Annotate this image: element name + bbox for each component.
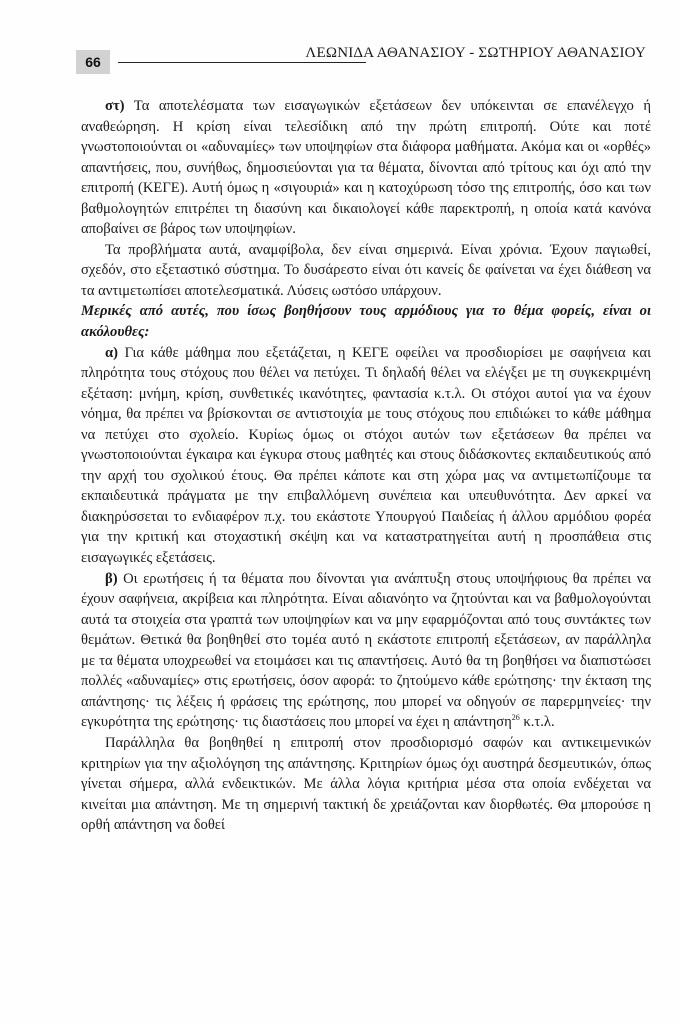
item-label: β) — [105, 570, 118, 587]
footnote-marker: 26 — [511, 713, 520, 723]
paragraph: Παράλληλα θα βοηθηθεί η επιτροπή στον προσδιορισμό σαφών και αντικειμενικών κριτηρίων για την αξιολόγηση της απάντησης. Κριτηρίων όμως όχι αυστηρά δεσμευτικών, όπως γίνεται σήμερα, αλλά ενδεικτικών. Με άλλα λόγια κριτήρια μέσα στα οποία ενδέχεται να κινείται μια απάντηση. Με τη σημερινή τακτική δε χρειάζονται καν διορθωτές. Θα μπορούσε η ορθή απάντηση να δοθεί — [81, 734, 651, 834]
body-text — [81, 96, 651, 836]
paragraph: Τα προβλήματα αυτά, αναμφίβολα, δεν είναι σημερινά. Είναι χρόνια. Έχουν παγιωθεί, σχεδόν, στο εξεταστικό σύστημα. Το δυσάρεστο είναι ότι κανείς δε φαίνεται να έχει διάθεση να τα αντιμετωπίσει αποτελεσματικά. Λύσεις ωστόσο υπάρχουν. — [81, 241, 651, 299]
section-heading: Μερικές από αυτές, που ίσως βοηθήσουν τους αρμόδιους για το θέμα φορείς, είναι οι ακόλουθες: — [81, 303, 651, 341]
page-header — [0, 0, 680, 90]
paragraph-st — [81, 96, 651, 240]
paragraph-text: Τα αποτελέσματα των εισαγωγικών εξετάσεων δεν υπόκεινται σε επανέλεγχο ή αναθεώρηση. Η κρίση είναι τελεσίδικη από την πρώτη επιτροπή. Ούτε και ποτέ γνωστοποιούνται οι «αδυναμίες» των υποψηφίων στα διάφορα μαθήματα. Ακόμα και οι «ορθές» απαντήσεις, που, συνήθως, δημοσιεύονται για τα θέματα, δίνονται από τρίτους και όχι από την επιτροπή (ΚΕΓΕ). Αυτή όμως η «σιγουριά» και η κατοχύρωση τόσο της επιτροπής, όσο και των βαθμολογητών επιτρέπει τη διασύνη και δικαιολογεί κάθε παρεκτροπή, η οποία κατά κανόνα αποβαίνει σε βάρος των υποψηφίων. — [81, 98, 651, 238]
paragraph-text-end: κ.τ.λ. — [519, 714, 555, 731]
item-label: α) — [105, 344, 119, 361]
running-head: ΛΕΩΝΙΔΑ ΑΘΑΝΑΣΙΟΥ - ΣΩΤΗΡΙΟΥ ΑΘΑΝΑΣΙΟΥ — [305, 45, 646, 61]
paragraph-text: Οι ερωτήσεις ή τα θέματα που δίνονται για ανάπτυξη στους υποψήφιους θα πρέπει να έχουν σαφήνεια, ακρίβεια και πληρότητα. Είναι αδιανόητο να ζητούνται και να βαθμολογούνται αυτά τα στοιχεία στα γραπτά των υποψηφίων και να μην εφαρμόζονται από τους συντάκτες των θεμάτων. Θετικά θα βοηθηθεί στο τομέα αυτό η εκάστοτε επιτροπή εξετάσεων, αν παράλληλα με τα θέματα υποχρεωθεί να ετοιμάσει και τις απαντήσεις. Αυτό θα τη βοηθήσει να διαπιστώσει πολλές «αδυναμίες» στις ερωτήσεις, όσον αφορά: το ζητούμενο κάθε ερώτησης· την έκταση της απάντησης· τις λέξεις ή φράσεις της ερώτησης, που μπορεί να οδηγούν σε παρερμηνείες· την εγκυρότητα της ερώτησης· τις διαστάσεις που μπορεί να έχει η απάντηση — [81, 570, 651, 731]
page-number: 66 — [76, 50, 110, 74]
paragraph-b — [81, 569, 651, 733]
paragraph-text: Για κάθε μάθημα που εξετάζεται, η ΚΕΓΕ οφείλει να προσδιορίσει με σαφήνεια και πληρότητα τους στόχους που θέλει να πετύχει. Τι δηλαδή θέλει να ελέγξει με τη συγκεκριμένη εξέταση: μνήμη, κρίση, συνθετικές ικανότητες, φαντασία κ.τ.λ. Οι στόχοι αυτοί για να έχουν νόημα, θα πρέπει να βρίσκονται σε αντιστοιχία με τους στόχους που επιδιώκει το κάθε μάθημα να πετύχει στο σχολείο. Κυρίως όμως οι στόχοι αυτών των εξετάσεων θα πρέπει να γνωστοποιούνται έγκαιρα και έγκυρα στους μαθητές και στους διδάσκοντες εκπαιδευτικούς από την αρχή του σχολικού έτους. Θα πρέπει κάποτε και στη χώρα μας να αντιμετωπίζουμε τα εκπαιδευτικά πράγματα με την επιβαλλόμενη συνέπεια και υπευθυνότητα. Δεν αρκεί να διακηρύσσεται το ενδιαφέρον π.χ. του εκάστοτε Υπουργού Παιδείας ή άλλου αρμόδιου φορέα για την κριτική και στοχαστική σκέψη και να καταστρατηγείται αυτή η προσπάθεια στις εισαγωγικές εξετάσεις. — [81, 344, 651, 567]
paragraph-a — [81, 343, 651, 569]
header-rule — [118, 62, 366, 63]
item-label: στ) — [105, 98, 125, 114]
